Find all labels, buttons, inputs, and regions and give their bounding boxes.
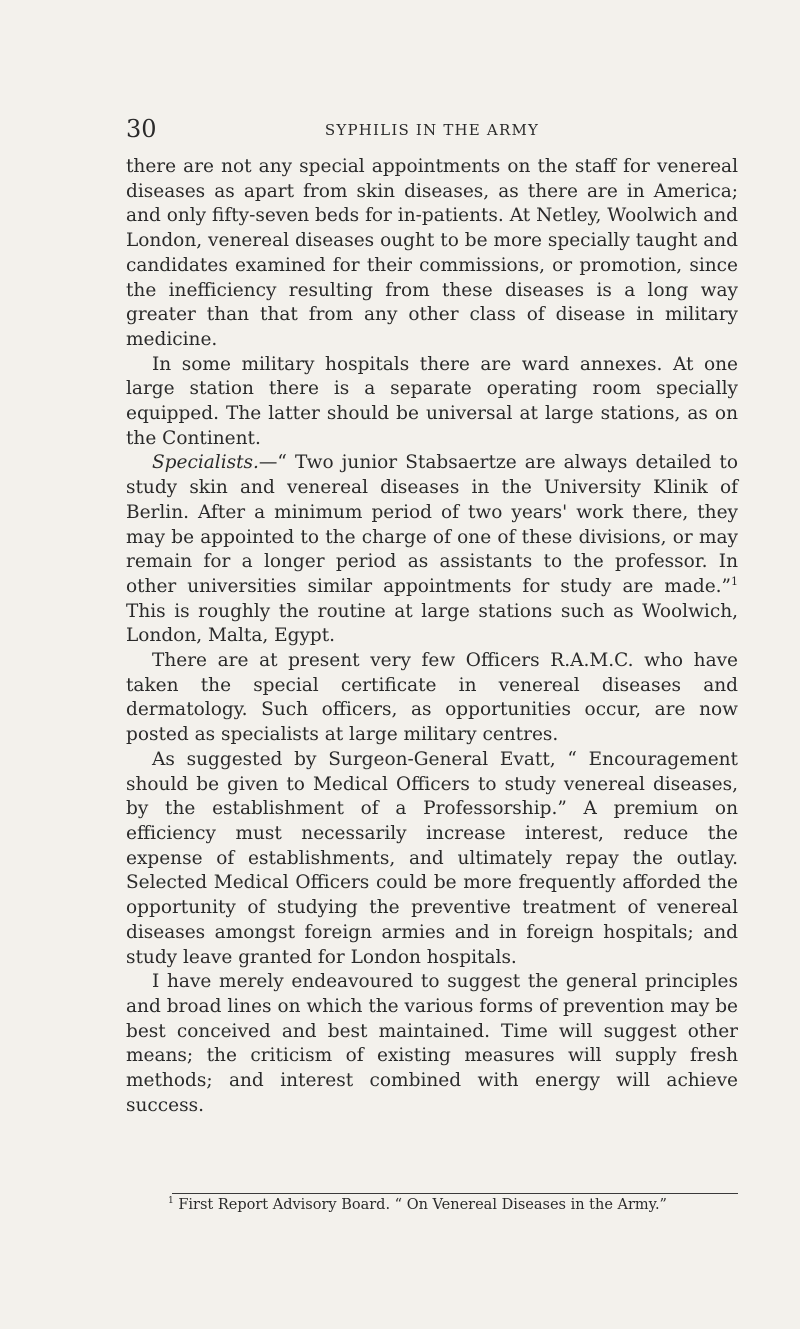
page-number: 30 [126, 115, 157, 143]
footnote-marker: 1 [168, 1196, 174, 1207]
footnote-reference: 1 [731, 574, 738, 588]
paragraph-continued: there are not any special appointments on the staff for venereal diseases as apart from skin diseases, as there are in America; and only fifty-seven beds for in-patients. At Netley, Woolwich and London, venereal diseases ought to be more specially taught and candidates examined for their commissions, or promotion, since the inefficiency resulting from these diseases is a long way greater than that from any other class of disease in military medicine. [126, 156, 738, 350]
paragraph-specialists [126, 451, 738, 649]
body-text [126, 155, 738, 1118]
section-heading-specialists: Specialists. [152, 452, 259, 474]
footnote [168, 1195, 738, 1215]
running-title: SYPHILIS IN THE ARMY [324, 121, 540, 139]
paragraph-encouragement: As suggested by Surgeon-General Evatt, “ Encouragement should be given to Medical Officers to study venereal diseases, by the establishment of a Professorship.” A premium on efficiency must necessarily increase interest, reduce the expense of establishments, and ultimately repay the outlay. Selected Medical Officers could be more frequently afforded the opportunity of studying the preventive treatment of venereal diseases amongst foreign armies and in foreign hospitals; and study leave granted for London hospitals. [126, 748, 738, 968]
paragraph-conclusion: I have merely endeavoured to suggest the general principles and broad lines on which the various forms of prevention may be best conceived and best maintained. Time will suggest other means; the criticism of existing measures will supply fresh methods; and interest combined with energy will achieve success. [126, 971, 738, 1116]
specialists-quote: —“ Two junior Stabsaertze are always detailed to study skin and venereal diseases in the University Klinik of Berlin. After a minimum period of two years' work there, they may be appointed to the charge of one of these divisions, or may remain for a longer period as assistants to the professor. In other universities similar appointments for study are made.” [126, 452, 738, 597]
footnote-divider [172, 1193, 738, 1194]
paragraph-officers: There are at present very few Officers R.A.M.C. who have taken the special certificate in venereal diseases and dermatology. Such officers, as opportunities occur, are now posted as specialists at large military centres. [126, 650, 738, 746]
specialists-routine: This is roughly the routine at large stations such as Woolwich, London, Malta, Egypt. [126, 600, 738, 647]
paragraph-ward-annexes: In some military hospitals there are ward annexes. At one large station there is a separate operating room specially equipped. The latter should be universal at large stations, as on the Continent. [126, 353, 738, 449]
page-header [126, 114, 738, 144]
footnote-text: First Report Advisory Board. “ On Venereal Diseases in the Army.” [178, 1197, 667, 1213]
